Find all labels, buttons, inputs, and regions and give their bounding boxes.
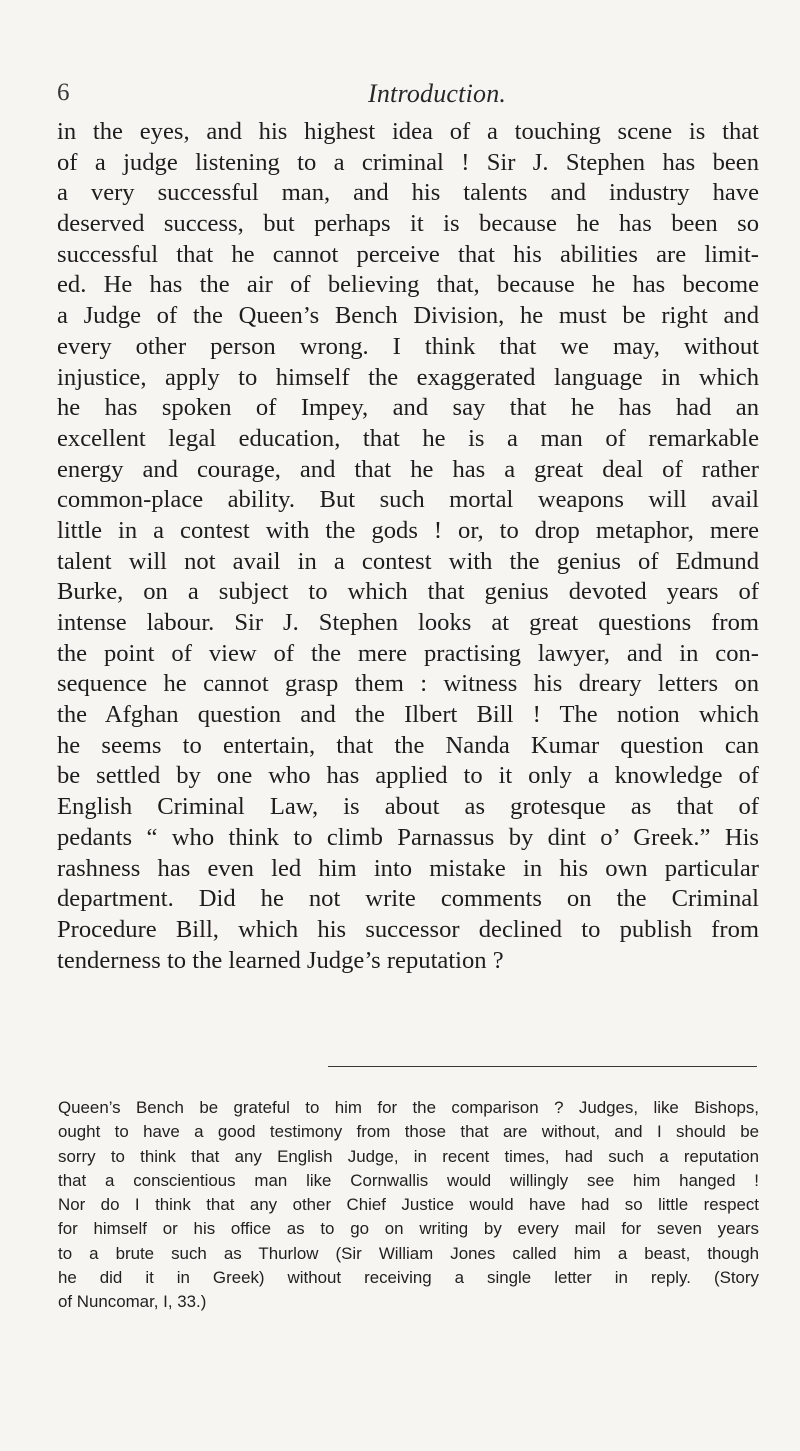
text-line: sequence he cannot grasp them : witness his dreary letters on — [57, 670, 759, 698]
text-line: he has spoken of Impey, and say that he has had an — [57, 394, 759, 422]
footnote-line: he did it in Greek) without receiving a single letter in reply. (Story — [58, 1268, 759, 1288]
page-number: 6 — [57, 79, 70, 106]
text-line: tenderness to the learned Judge’s reputation ? — [57, 946, 504, 974]
text-line: he seems to entertain, that the Nanda Kumar question can — [57, 731, 759, 759]
footnote-line: Nor do I think that any other Chief Justice would have had so little respect — [58, 1195, 759, 1215]
text-line: energy and courage, and that he has a great deal of rather — [57, 455, 759, 483]
footnote-line: for himself or his office as to go on writing by every mail for seven years — [58, 1219, 759, 1239]
text-line: pedants “ who think to climb Parnassus by dint o’ Greek.” His — [57, 823, 759, 851]
footnote-line: sorry to think that any English Judge, in recent times, had such a reputation — [58, 1146, 759, 1166]
text-line: a very successful man, and his talents and industry have — [57, 179, 759, 207]
footnote-line: of Nuncomar, I, 33.) — [58, 1292, 207, 1312]
text-line: intense labour. Sir J. Stephen looks at great questions from — [57, 609, 759, 636]
text-line: the Afghan question and the Ilbert Bill ! The notion which — [57, 701, 759, 729]
text-line: Burke, on a subject to which that genius devoted years of — [57, 578, 759, 606]
text-line: successful that he cannot perceive that his abilities are limit- — [57, 240, 759, 268]
text-line: every other person wrong. I think that we may, without — [57, 332, 759, 360]
main-text — [57, 117, 759, 976]
text-line: rashness has even led him into mistake in his own particular — [57, 854, 759, 882]
text-line: Procedure Bill, which his successor declined to publish from — [57, 915, 759, 943]
text-line: in the eyes, and his highest idea of a touching scene is that — [57, 118, 759, 145]
text-line: be settled by one who has applied to it only a knowledge of — [57, 762, 759, 790]
footnote-line: Queen’s Bench be grateful to him for the comparison ? Judges, like Bishops, — [58, 1098, 759, 1117]
text-line: little in a contest with the gods ! or, to drop metaphor, mere — [57, 516, 759, 544]
footnote-line: to a brute such as Thurlow (Sir William Jones called him a beast, though — [58, 1243, 759, 1263]
footnote-line: ought to have a good testimony from those that are without, and I should be — [58, 1122, 759, 1142]
text-line: department. Did he not write comments on the Criminal — [57, 885, 759, 913]
footnote — [58, 1096, 759, 1315]
text-line: a Judge of the Queen’s Bench Division, he must be right and — [57, 302, 759, 330]
text-line: ed. He has the air of believing that, because he has become — [57, 271, 759, 299]
text-line: common-place ability. But such mortal weapons will avail — [57, 486, 759, 514]
text-line: talent will not avail in a contest with the genius of Edmund — [57, 547, 759, 575]
text-line: injustice, apply to himself the exaggerated language in which — [57, 363, 759, 391]
text-line: deserved success, but perhaps it is because he has been so — [57, 210, 759, 238]
footnote-line: that a conscientious man like Cornwallis would willingly see him hanged ! — [58, 1170, 759, 1190]
running-head: Introduction. — [368, 79, 507, 108]
text-line: of a judge listening to a criminal ! Sir J. Stephen has been — [57, 148, 759, 176]
footnote-divider — [328, 1066, 757, 1067]
text-line: English Criminal Law, is about as grotesque as that of — [57, 793, 759, 821]
text-line: excellent legal education, that he is a man of remarkable — [57, 424, 759, 452]
text-line: the point of view of the mere practising lawyer, and in con- — [57, 639, 759, 667]
